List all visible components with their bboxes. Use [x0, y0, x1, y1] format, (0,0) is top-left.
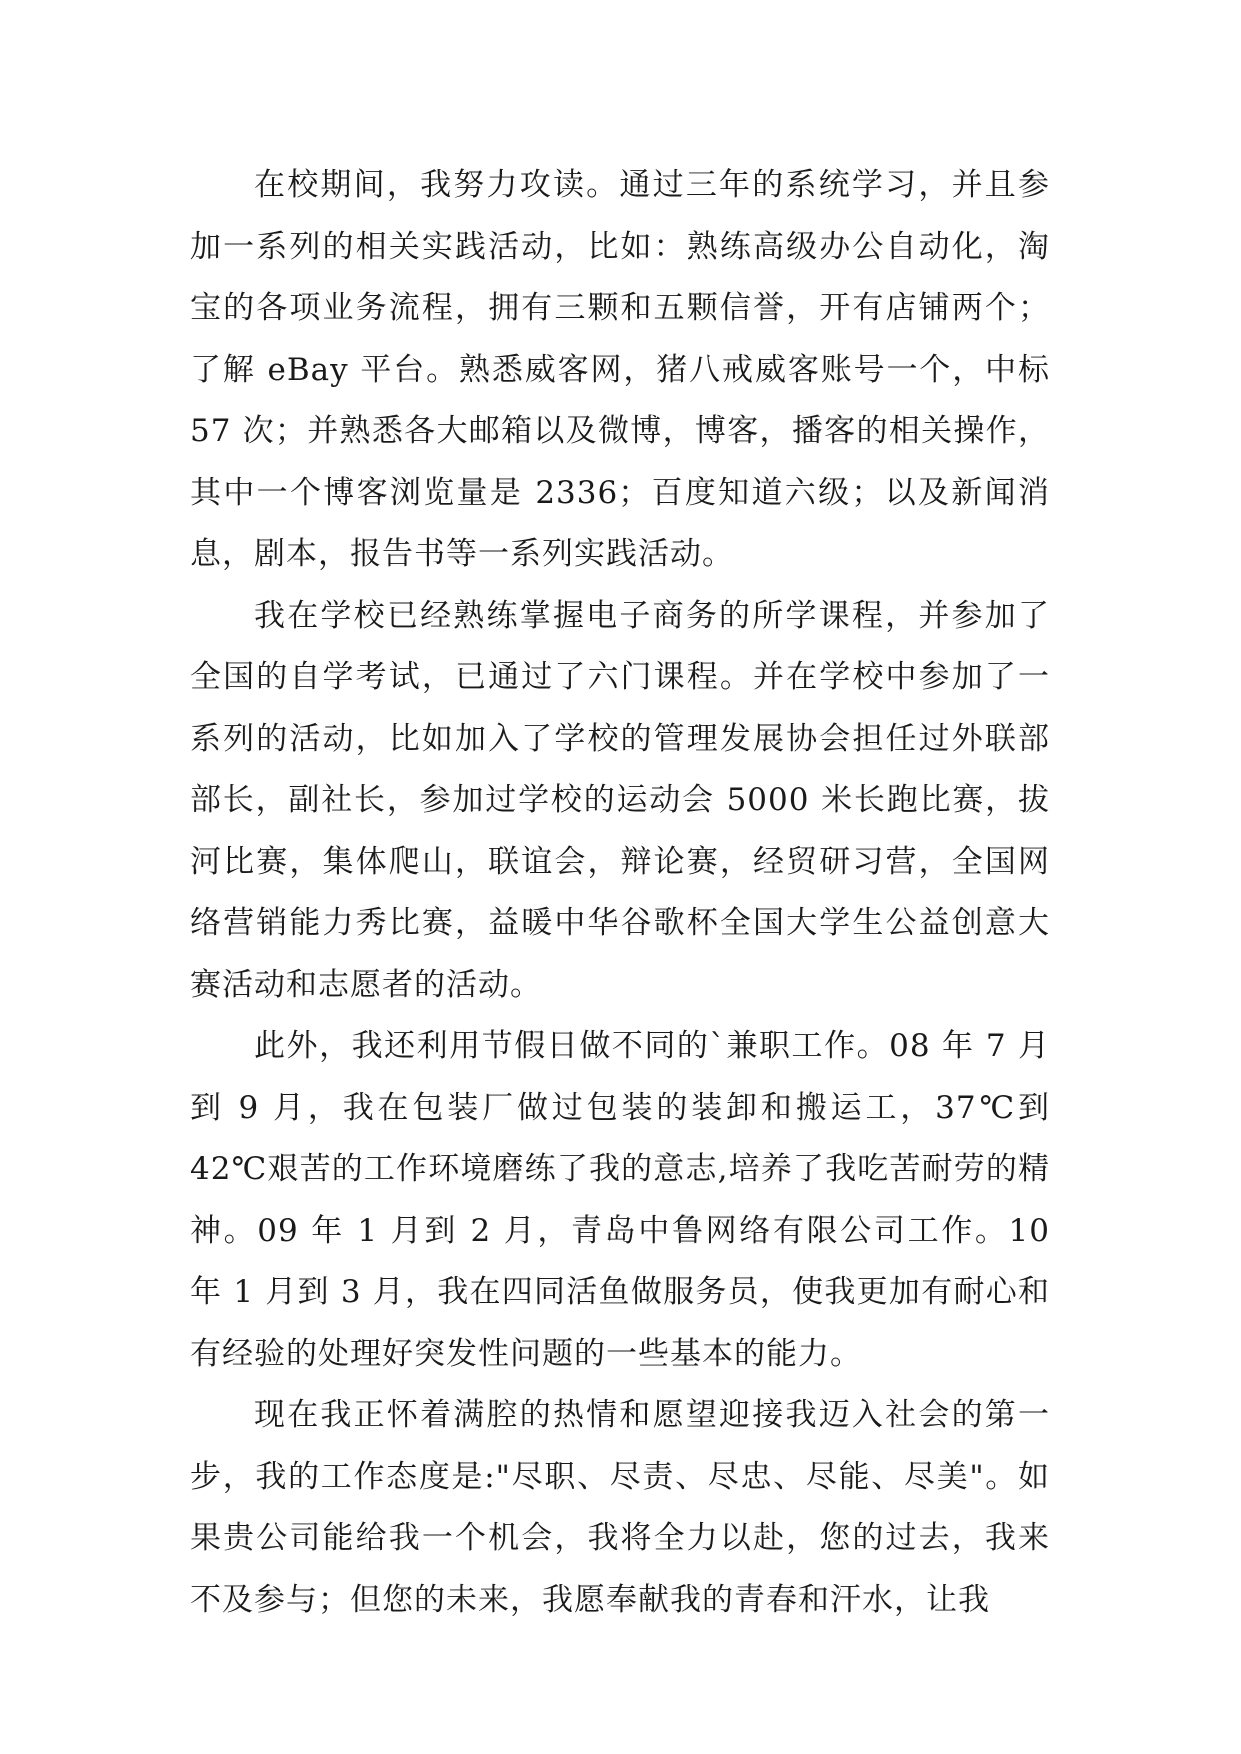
document-body — [190, 155, 1050, 1631]
paragraph-work-attitude: 现在我正怀着满腔的热情和愿望迎接我迈入社会的第一步，我的工作态度是:"尽职、尽责、尽忠、尽能、尽美"。如果贵公司能给我一个机会，我将全力以赴，您的过去，我来不及参与；但您的未来，我愿奉献我的青春和汗水，让我 — [190, 1397, 1050, 1618]
paragraph-study: 在校期间，我努力攻读。通过三年的系统学习，并且参加一系列的相关实践活动，比如：熟练高级办公自动化，淘宝的各项业务流程，拥有三颗和五颗信誉，开有店铺两个；了解 eBay 平台。熟悉威客网，猪八戒威客账号一个，中标 57 次；并熟悉各大邮箱以及微博，博客，播客的相关操作，其中一个博客浏览量是 2336；百度知道六级；以及新闻消息，剧本，报告书等一系列实践活动。 — [190, 167, 1050, 572]
paragraph-part-time-work: 此外，我还利用节假日做不同的`兼职工作。08 年 7 月到 9 月，我在包装厂做过包装的装卸和搬运工，37℃到 42℃艰苦的工作环境磨练了我的意志,培养了我吃苦耐劳的精神。09 年 1 月到 2 月，青岛中鲁网络有限公司工作。10 年 1 月到 3 月，我在四同活鱼做服务员，使我更加有耐心和有经验的处理好突发性问题的一些基本的能力。 — [190, 1028, 1050, 1372]
paragraph-school-activities: 我在学校已经熟练掌握电子商务的所学课程，并参加了全国的自学考试，已通过了六门课程。并在学校中参加了一系列的活动，比如加入了学校的管理发展协会担任过外联部部长，副社长，参加过学校的运动会 5000 米长跑比赛，拔河比赛，集体爬山，联谊会，辩论赛，经贸研习营，全国网络营销能力秀比赛，益暖中华谷歌杯全国大学生公益创意大赛活动和志愿者的活动。 — [190, 597, 1050, 1003]
